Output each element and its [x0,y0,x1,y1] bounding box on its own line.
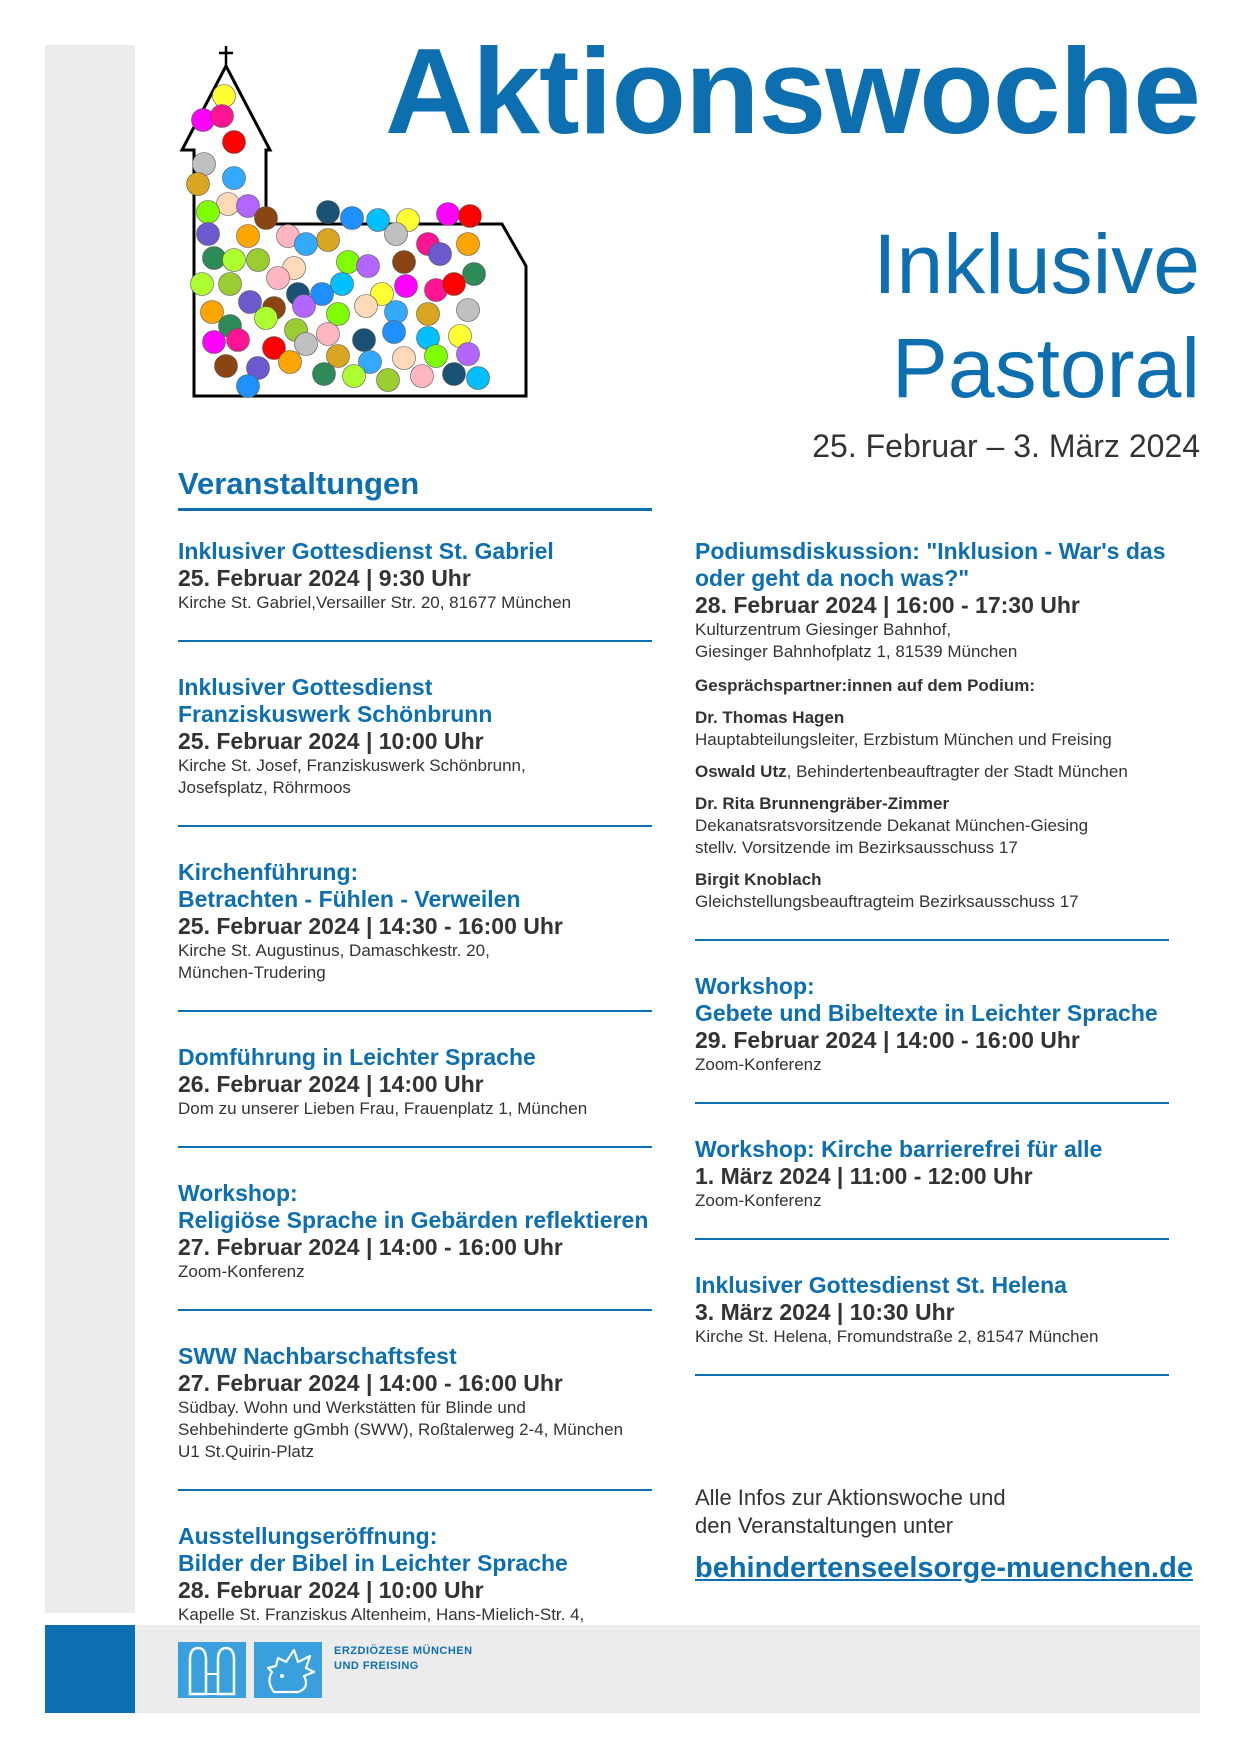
church-dot [313,363,336,386]
church-dot [197,223,220,246]
panel-member-role: Dekanatsratsvorsitzende Dekanat München-Giesing stellv. Vorsitzende im Bezirksausschuss 17 [695,816,1089,857]
diocese-name-line1: ERZDIÖZESE MÜNCHEN [334,1645,473,1657]
event-place: Kirche St. Gabriel,Versailler Str. 20, 81677 München [178,593,572,612]
diocese-logo [178,1642,473,1698]
church-dot [411,365,434,388]
church-dot [417,303,440,326]
church-dot [395,275,418,298]
event-title: SWW Nachbarschaftsfest [178,1343,457,1369]
church-dot [213,85,236,108]
event-item [695,1272,1195,1348]
panel-member-role: , Behindertenbeauftragter der Stadt München [786,762,1128,781]
church-dot [219,273,242,296]
panel-heading: Gesprächspartner:innen auf dem Podium: [695,676,1036,695]
event-date: 25. Februar 2024 | 14:30 - 16:00 Uhr [178,913,563,939]
diocese-name-line2: UND FREISING [334,1660,419,1672]
event-title: Podiumsdiskussion: "Inklusion - War's das oder geht da noch was?" [695,538,1166,591]
church-dot [237,225,260,248]
subtitle-line2: Pastoral [891,321,1200,415]
divider [695,1238,1169,1240]
event-title: Workshop: Religiöse Sprache in Gebärden reflektieren [178,1180,649,1233]
panel-member-name: Dr. Thomas Hagen [695,708,845,727]
event-item [178,1180,678,1283]
church-dot [317,201,340,224]
event-date: 28. Februar 2024 | 16:00 - 17:30 Uhr [695,592,1080,618]
church-dot [377,369,400,392]
church-dot [267,267,290,290]
event-date: 28. Februar 2024 | 10:00 Uhr [178,1577,484,1603]
church-dot [223,167,246,190]
church-dot [317,229,340,252]
divider [695,939,1169,941]
church-dot [279,351,302,374]
side-bar [45,45,135,1613]
church-dot [443,273,466,296]
event-title: Inklusiver Gottesdienst St. Gabriel [178,538,554,564]
church-dot [459,205,482,228]
church-dot [295,233,318,256]
event-place: Kirche St. Josef, Franziskuswerk Schönbrunn, Josefsplatz, Röhrmoos [178,756,526,797]
info-block [695,1484,1215,1585]
panel-member-name: Oswald Utz [695,762,787,781]
event-place: Kulturzentrum Giesinger Bahnhof, Giesinger Bahnhofplatz 1, 81539 München [695,620,1018,661]
church-dot [383,321,406,344]
panel-member-name: Dr. Rita Brunnengräber-Zimmer [695,794,950,813]
event-title: Domführung in Leichter Sprache [178,1044,536,1070]
divider [178,1489,652,1491]
church-dot [223,249,246,272]
church-dot [227,329,250,352]
event-date: 1. März 2024 | 11:00 - 12:00 Uhr [695,1163,1033,1189]
church-dot [331,273,354,296]
divider [178,1146,652,1148]
info-text: Alle Infos zur Aktionswoche und den Veranstaltungen unter [695,1485,1006,1538]
church-dot [191,273,214,296]
event-item [178,859,678,984]
panel-member [695,707,1195,751]
church-dot [337,251,360,274]
church-dot [197,201,220,224]
event-place: Zoom-Konferenz [695,1191,822,1210]
event-dates: 25. Februar – 3. März 2024 [812,428,1200,464]
church-dot [357,255,380,278]
subtitle-line1: Inklusive [873,217,1200,311]
frauenkirche-logo-icon [178,1642,246,1698]
church-dot [385,223,408,246]
event-place: Dom zu unserer Lieben Frau, Frauenplatz 1, München [178,1099,588,1118]
church-dot [327,303,350,326]
event-date: 26. Februar 2024 | 14:00 Uhr [178,1071,484,1097]
panel-member-role: Hauptabteilungsleiter, Erzbistum München und Freising [695,730,1112,749]
church-dot [215,355,238,378]
event-item [178,538,678,614]
church-dot [467,367,490,390]
event-item [695,1136,1195,1212]
event-place: Kapelle St. Franziskus Altenheim, Hans-Mielich-Str. 4, [178,1605,585,1624]
divider [178,1309,652,1311]
divider [178,640,652,642]
church-dot [457,233,480,256]
church-dot [353,329,376,352]
church-dot [355,295,378,318]
event-item [178,1343,678,1463]
church-dot [255,307,278,330]
church-dot [203,331,226,354]
church-dot [443,363,466,386]
podium-event [695,538,1195,913]
church-dot [187,173,210,196]
events-right-column [695,538,1195,1408]
divider [178,1010,652,1012]
church-dot [457,299,480,322]
page-title: Aktionswoche [384,23,1200,159]
church-dot [393,251,416,274]
subtitle [873,212,1200,420]
church-dot [463,263,486,286]
event-item [695,973,1195,1076]
event-date: 27. Februar 2024 | 14:00 - 16:00 Uhr [178,1370,563,1396]
panel-member-name: Birgit Knoblach [695,870,822,889]
panel-member [695,761,1195,783]
event-title: Ausstellungseröffnung: Bilder der Bibel in Leichter Sprache [178,1523,568,1576]
moor-crown-logo-icon [254,1642,322,1698]
divider [178,825,652,827]
church-dot [295,333,318,356]
divider [695,1102,1169,1104]
church-dot [203,247,226,270]
event-place: Kirche St. Augustinus, Damaschkestr. 20, München-Trudering [178,941,490,982]
church-dot [385,301,408,324]
event-item [178,1044,678,1120]
church-dot [457,343,480,366]
event-place: Zoom-Konferenz [178,1262,305,1281]
church-dot [193,153,216,176]
panel-member-role: Gleichstellungsbeauftragteim Bezirksausschuss 17 [695,892,1079,911]
church-dot [237,375,260,398]
divider [695,1374,1169,1376]
event-date: 25. Februar 2024 | 9:30 Uhr [178,565,471,591]
panel-member [695,793,1195,859]
event-date: 25. Februar 2024 | 10:00 Uhr [178,728,484,754]
church-dot [317,323,340,346]
events-left-column [178,538,678,1648]
church-dot [343,365,366,388]
website-link[interactable]: behindertenseelsorge-muenchen.de [695,1552,1193,1584]
church-dot [341,207,364,230]
diocese-name [334,1644,473,1674]
church-dot [293,295,316,318]
church-dot [425,345,448,368]
church-dot [217,193,240,216]
church-dot [429,243,452,266]
event-date: 27. Februar 2024 | 14:00 - 16:00 Uhr [178,1234,563,1260]
event-date: 29. Februar 2024 | 14:00 - 16:00 Uhr [695,1027,1080,1053]
church-dot [211,105,234,128]
event-title: Workshop: Gebete und Bibeltexte in Leichter Sprache [695,973,1158,1026]
event-place: Südbay. Wohn und Werkstätten für Blinde und Sehbehinderte gGmbh (SWW), Roßtalerweg 2-4, München U1 St.Quirin-Platz [178,1398,624,1461]
footer-accent [45,1625,135,1713]
church-dot [247,249,270,272]
church-dot [437,203,460,226]
panel-member [695,869,1195,913]
church-dot [393,347,416,370]
church-dot [255,207,278,230]
section-divider [178,508,652,511]
event-title: Workshop: Kirche barrierefrei für alle [695,1136,1103,1162]
event-title: Inklusiver Gottesdienst Franziskuswerk Schönbrunn [178,674,493,727]
section-heading: Veranstaltungen [178,466,420,501]
event-date: 3. März 2024 | 10:30 Uhr [695,1299,955,1325]
church-dot [223,131,246,154]
event-place: Kirche St. Helena, Fromundstraße 2, 81547 München [695,1327,1099,1346]
event-title: Inklusiver Gottesdienst St. Helena [695,1272,1067,1298]
event-item [178,674,678,799]
event-title: Kirchenführung: Betrachten - Fühlen - Verweilen [178,859,521,912]
event-place: Zoom-Konferenz [695,1055,822,1074]
